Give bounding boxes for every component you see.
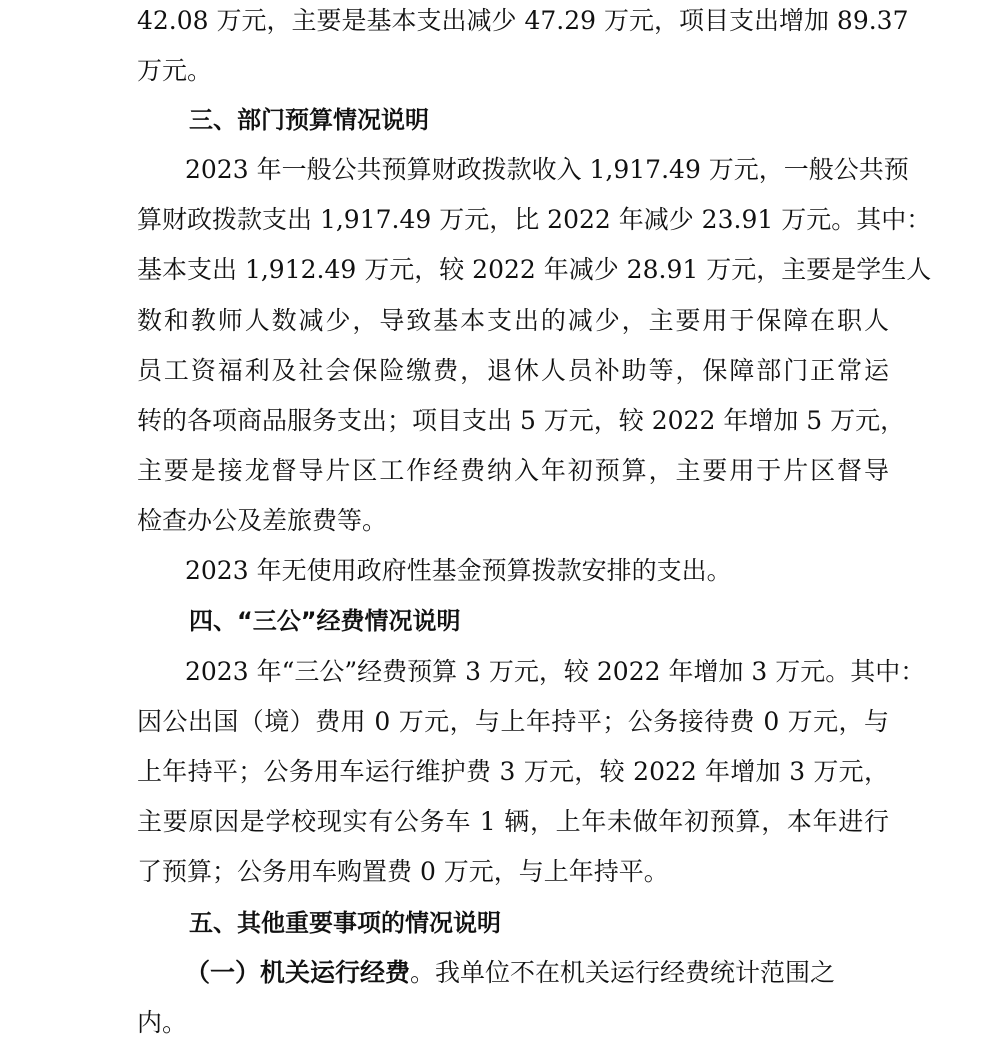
paragraph-line [185,948,889,998]
section-heading-budget: 三、部门预算情况说明 [189,106,429,134]
section-heading-three-public: 四、“三公”经费情况说明 [189,607,461,635]
paragraph-line: 内。 [137,1008,188,1037]
paragraph-line: 主要是接龙督导片区工作经费纳入年初预算，主要用于片区督导 [137,456,889,485]
paragraph-line: 了预算；公务用车购置费 0 万元，与上年持平。 [137,857,669,886]
paragraph-line: 数和教师人数减少，导致基本支出的减少，主要用于保障在职人 [137,306,889,335]
subsection-lead: （一）机关运行经费 [185,958,411,987]
paragraph-line: 基本支出 1,912.49 万元，较 2022 年减少 28.91 万元，主要是学生人 [137,255,932,284]
section-heading-other-matters: 五、其他重要事项的情况说明 [189,909,501,937]
paragraph-line: 检查办公及差旅费等。 [137,506,388,535]
paragraph-line: 2023 年一般公共预算财政拨款收入 1,917.49 万元，一般公共预 [185,155,909,184]
paragraph-line: 2023 年“三公”经费预算 3 万元，较 2022 年增加 3 万元。其中： [185,657,926,686]
paragraph-line: 算财政拨款支出 1,917.49 万元，比 2022 年减少 23.91 万元。其中： [137,205,932,234]
paragraph-line: 2023 年无使用政府性基金预算拨款安排的支出。 [185,556,732,585]
paragraph-line: 员工资福利及社会保险缴费，退休人员补助等，保障部门正常运 [137,356,889,385]
subsection-text: 。我单位不在机关运行经费统计范围之 [410,958,836,987]
paragraph-line: 主要原因是学校现实有公务车 1 辆，上年未做年初预算，本年进行 [137,807,889,836]
paragraph-line: 转的各项商品服务支出；项目支出 5 万元，较 2022 年增加 5 万元， [137,406,906,435]
paragraph-line: 万元。 [137,56,213,85]
paragraph-line: 上年持平；公务用车运行维护费 3 万元，较 2022 年增加 3 万元， [137,757,889,786]
paragraph-line: 42.08 万元，主要是基本支出减少 47.29 万元，项目支出增加 89.37 [137,6,909,35]
paragraph-line: 因公出国（境）费用 0 万元，与上年持平；公务接待费 0 万元，与 [137,707,889,736]
